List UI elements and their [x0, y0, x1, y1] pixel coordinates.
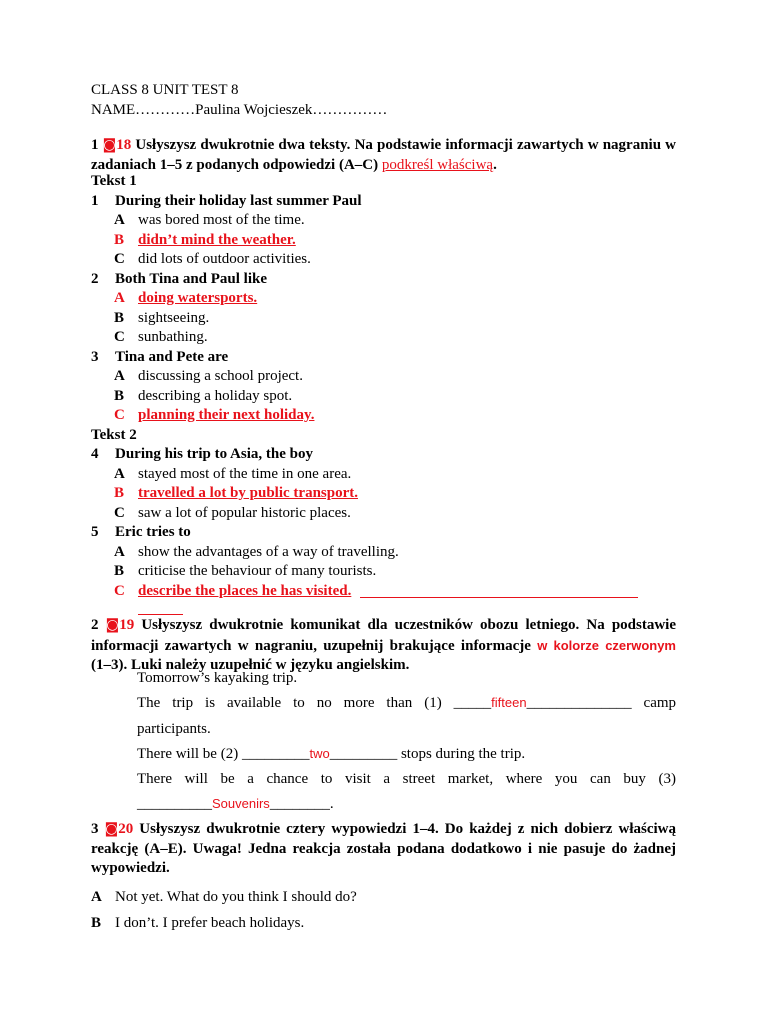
sentence-3: There will be a chance to visit a street market, where you can buy (3) [137, 771, 676, 787]
task3-instruction-text: Usłyszysz dwukrotnie cztery wypowiedzi 1–4. Do każdej z nich dobierz właściwą reakcję (A–E). Uwaga! Jedna reakcja została podana dodatkowo i nie pasuje do żadnej wypowiedzi. [91, 821, 677, 876]
response-b: B I don’t. I prefer beach holidays. [91, 915, 305, 931]
response-a: A Not yet. What do you think I should do? [91, 889, 357, 905]
option-3b[interactable]: B describing a holiday spot. [114, 388, 293, 404]
task1-instruction-highlight: podkreśl właściwą [381, 156, 494, 173]
name-label: NAME………… [91, 102, 196, 118]
sentence-3-cont: __________Souvenirs________. [137, 796, 334, 812]
sentence-1-cont: participants. [137, 721, 211, 737]
task3-track: 20 [118, 821, 134, 837]
task2-track: 19 [119, 617, 135, 633]
option-4a[interactable]: A stayed most of the time in one area. [114, 466, 352, 482]
task1-track: 18 [116, 137, 132, 153]
option-3a[interactable]: A discussing a school project. [114, 368, 303, 384]
task2-heading: Tomorrow’s kayaking trip. [137, 670, 298, 686]
question-5: 5 Eric tries to [91, 524, 191, 540]
task3-instruction [91, 820, 676, 879]
question-2: 2 Both Tina and Paul like [91, 271, 268, 287]
option-1a[interactable]: A was bored most of the time. [114, 212, 305, 228]
blank-2[interactable]: _________two_________ [241, 746, 398, 762]
option-4c[interactable]: C saw a lot of popular historic places. [114, 505, 351, 521]
question-1: 1 During their holiday last summer Paul [91, 193, 362, 209]
audio-track-icon: ◙ [102, 137, 117, 153]
option-2b[interactable]: B sightseeing. [114, 310, 210, 326]
option-4b-selected[interactable]: B travelled a lot by public transport. [114, 485, 358, 501]
student-name-line [91, 100, 387, 120]
task1-instruction: 1 ◙18 Usłyszysz dwukrotnie dwa teksty. Na podstawie informacji zawartych w nagraniu w zadaniach 1–5 z podanych odpowiedzi (A–C) podkreśl właściwą. [91, 137, 677, 173]
option-3c-selected[interactable]: C planning their next holiday. [114, 407, 315, 423]
option-5b[interactable]: B criticise the behaviour of many tourists. [114, 563, 377, 579]
task2-number: 2 [91, 617, 99, 633]
text1-label: Tekst 1 [91, 173, 137, 189]
test-title: CLASS 8 UNIT TEST 8 [91, 82, 239, 98]
audio-track-icon: ◙ [105, 617, 120, 633]
sentence-2: There will be (2) _________two_________ stops during the trip. [137, 746, 526, 762]
sentence-1: The trip is available to no more than (1) _____fifteen______________ camp [137, 695, 677, 711]
answer-3[interactable]: Souvenirs [212, 796, 270, 811]
option-5a[interactable]: A show the advantages of a way of travelling. [114, 544, 399, 560]
answer-1[interactable]: fifteen [491, 695, 527, 710]
option-1b-selected[interactable]: B didn’t mind the weather. [114, 232, 296, 248]
blank-3[interactable]: __________Souvenirs________ [137, 796, 330, 812]
task1-instruction-text: Usłyszysz dwukrotnie dwa teksty. Na podstawie informacji zawartych w nagraniu w zadaniach 1–5 z podanych odpowiedzi (A–C) [91, 137, 677, 173]
blank-1[interactable]: _____fifteen______________ [453, 695, 632, 711]
name-trail: …………… [312, 102, 388, 118]
student-name: Paulina Wojcieszek [195, 102, 313, 118]
option-2a-selected[interactable]: A doing watersports. [114, 290, 258, 306]
text2-label: Tekst 2 [91, 427, 137, 443]
option-5c-selected[interactable]: C describe the places he has visited. [114, 583, 352, 599]
task2-instruction-highlight: w kolorze czerwonym [537, 637, 676, 653]
task2-instruction-text: Usłyszysz dwukrotnie komunikat dla uczestników obozu letniego. Na podstawie informacji zawartych w nagraniu, uzupełnij brakujące informacje [91, 617, 676, 654]
question-4: 4 During his trip to Asia, the boy [91, 446, 313, 462]
option-2c[interactable]: C sunbathing. [114, 329, 208, 345]
answer-2[interactable]: two [309, 746, 330, 761]
answer-underline-extension [360, 597, 638, 598]
option-1c[interactable]: C did lots of outdoor activities. [114, 251, 311, 267]
answer-underline-wrap [138, 614, 183, 615]
question-3: 3 Tina and Pete are [91, 349, 229, 365]
task2-instruction: 2 ◙19 Usłyszysz dwukrotnie komunikat dla uczestników obozu letniego. Na podstawie informacji zawartych w nagraniu, uzupełnij brakujące informacje w kolorze czerwonym (1–3). Luki należy uzupełnić w języku angielskim. [91, 617, 676, 673]
audio-track-icon: ◙ [104, 821, 119, 837]
task3-number: 3 [91, 821, 99, 837]
task1-number: 1 [91, 137, 99, 153]
